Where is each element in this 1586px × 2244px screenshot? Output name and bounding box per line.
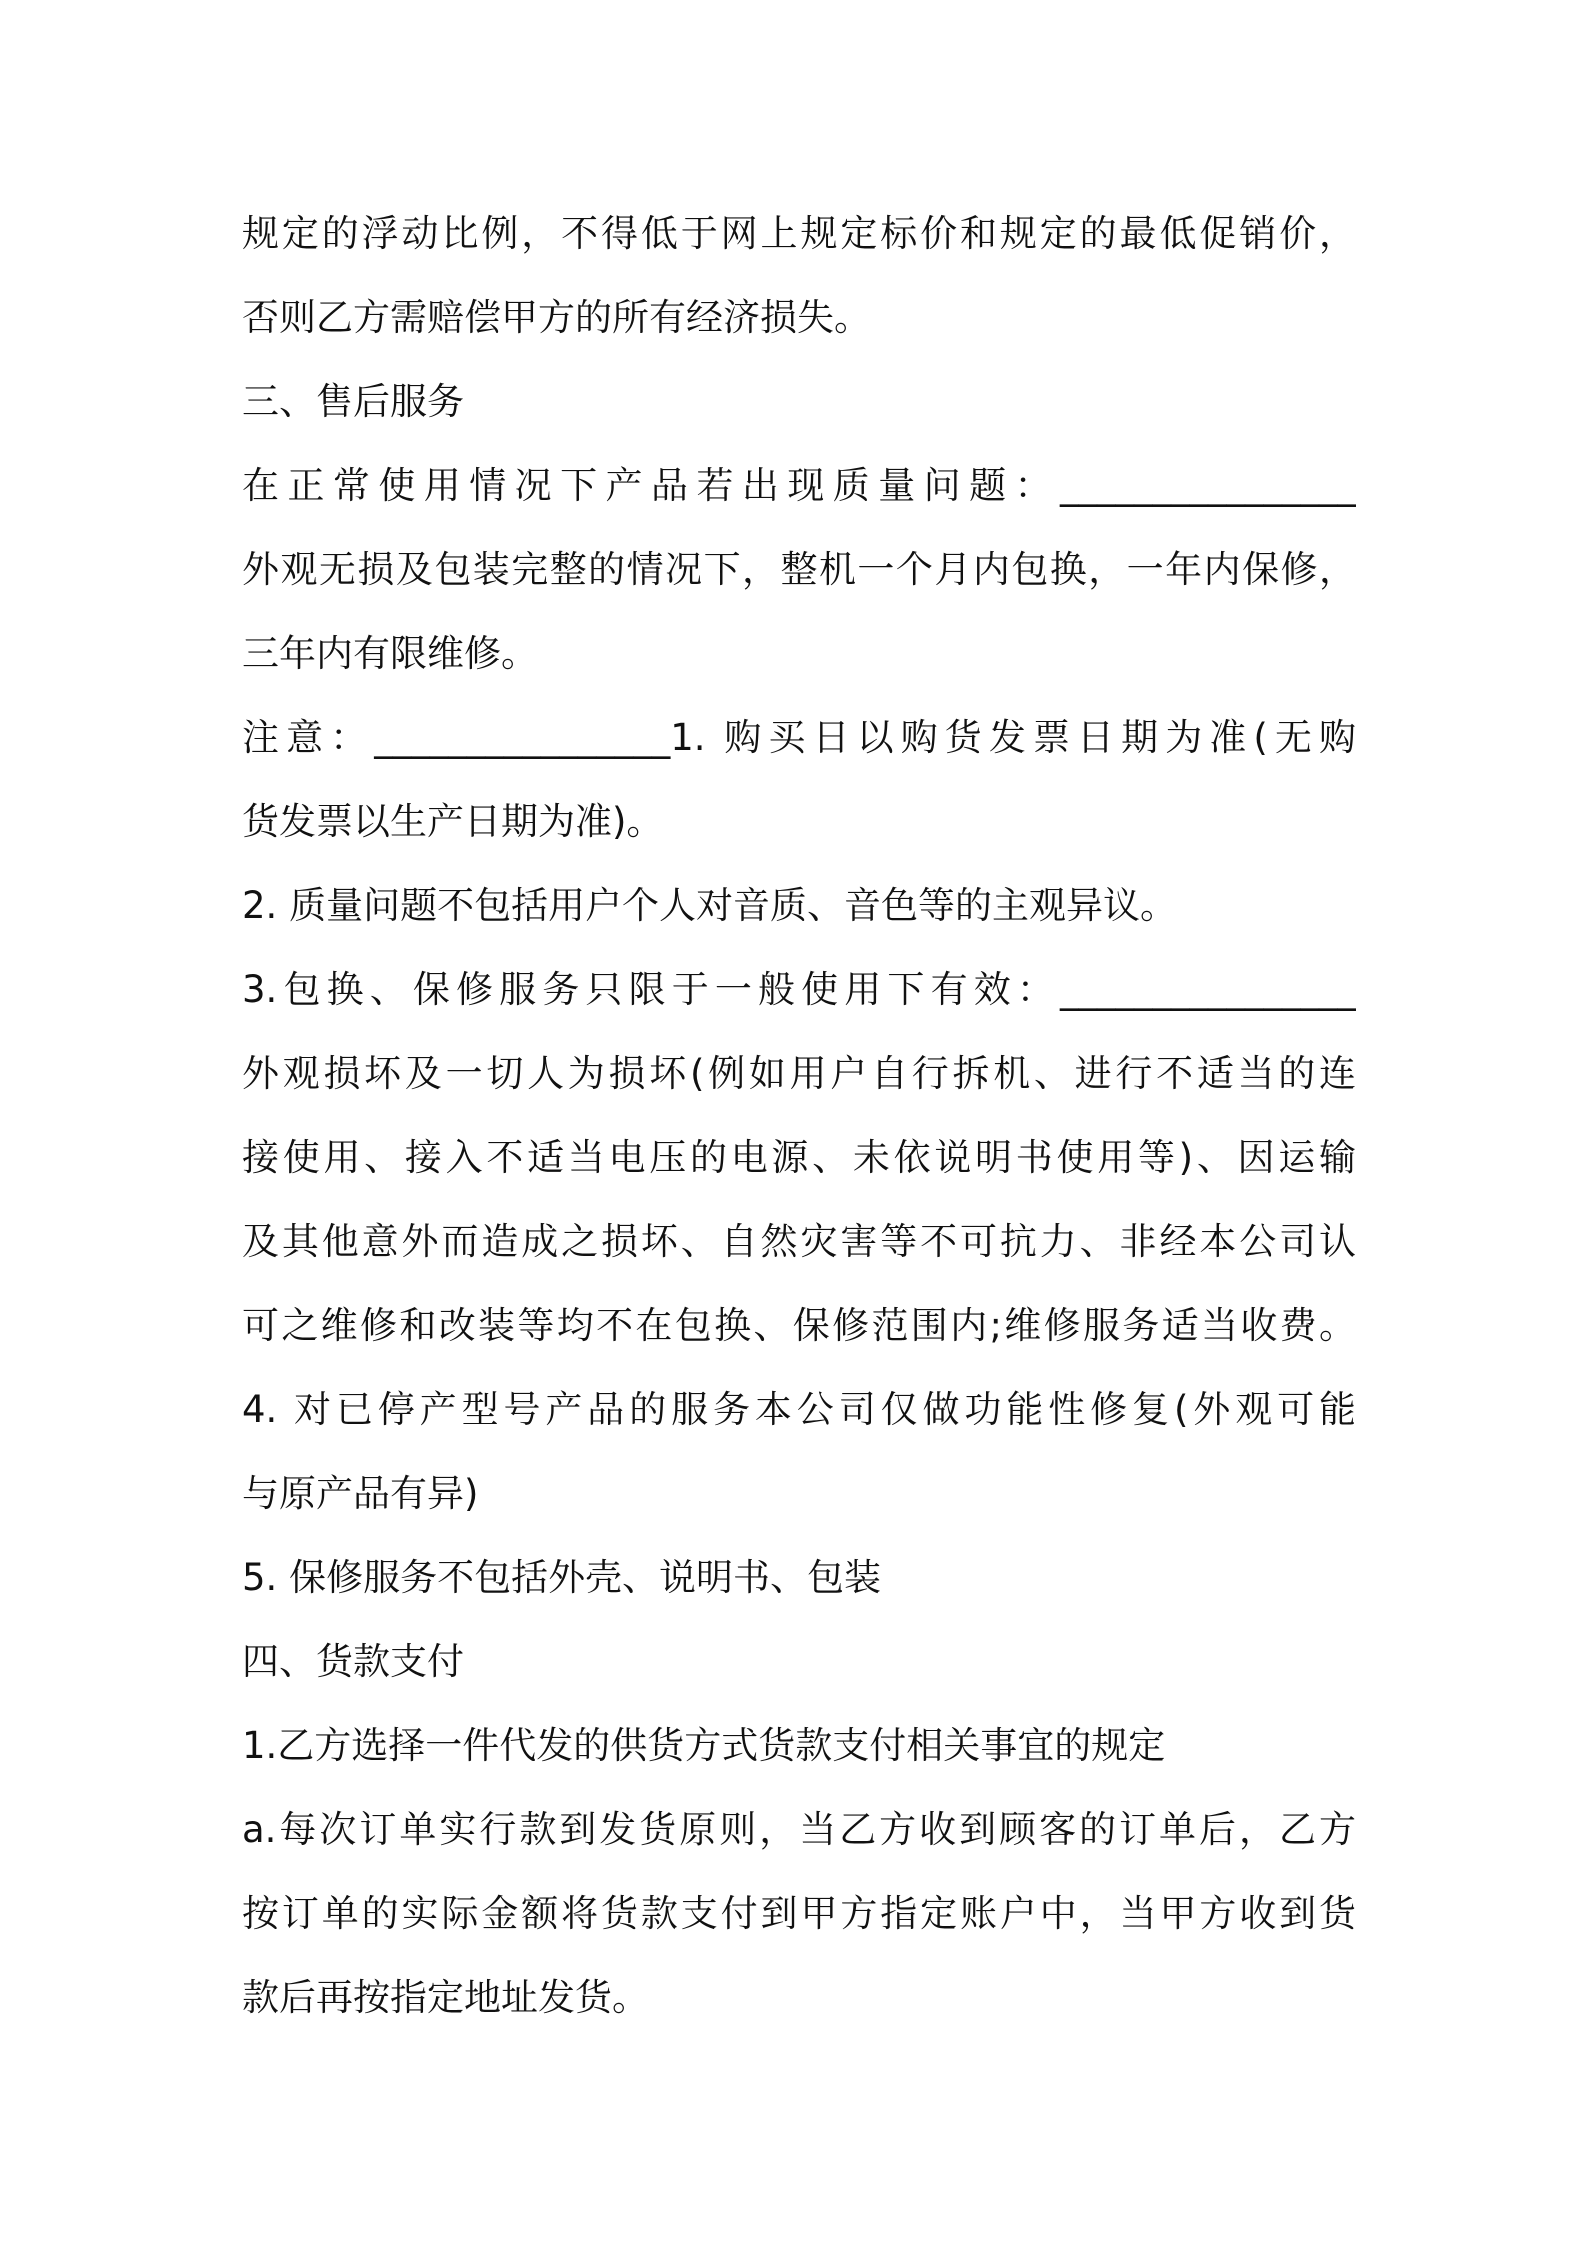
text-line: 三年内有限维修。 xyxy=(242,632,538,675)
text-line: 在正常使用情况下产品若出现质量问题：________________ xyxy=(242,464,1356,507)
text-line: 3.包换、保修服务只限于一般使用下有效：________________ xyxy=(242,968,1356,1011)
text-line: 款后再按指定地址发货。 xyxy=(242,1976,649,2019)
text-line: 及其他意外而造成之损坏、自然灾害等不可抗力、非经本公司认 xyxy=(242,1220,1356,1263)
text-line: 可之维修和改装等均不在包换、保修范围内;维修服务适当收费。 xyxy=(242,1304,1356,1347)
text-line: 1.乙方选择一件代发的供货方式货款支付相关事宜的规定 xyxy=(242,1724,1166,1767)
text-line: 货发票以生产日期为准)。 xyxy=(242,800,664,843)
text-line: 否则乙方需赔偿甲方的所有经济损失。 xyxy=(242,296,871,339)
text-line: 外观无损及包装完整的情况下，整机一个月内包换，一年内保修， xyxy=(242,548,1356,591)
text-line: 注意：________________1. 购买日以购货发票日期为准(无购 xyxy=(242,716,1356,759)
text-line: 4. 对已停产型号产品的服务本公司仅做功能性修复(外观可能 xyxy=(242,1388,1356,1431)
section-heading: 四、货款支付 xyxy=(242,1640,464,1683)
text-line: 5. 保修服务不包括外壳、说明书、包装 xyxy=(242,1556,882,1599)
text-line: 外观损坏及一切人为损坏(例如用户自行拆机、进行不适当的连 xyxy=(242,1052,1356,1095)
text-line: a.每次订单实行款到发货原则，当乙方收到顾客的订单后，乙方 xyxy=(242,1808,1356,1851)
text-line: 接使用、接入不适当电压的电源、未依说明书使用等)、因运输 xyxy=(242,1136,1356,1179)
document-body xyxy=(242,192,1356,2040)
text-line: 按订单的实际金额将货款支付到甲方指定账户中，当甲方收到货 xyxy=(242,1892,1356,1935)
section-heading: 三、售后服务 xyxy=(242,380,464,423)
text-line: 2. 质量问题不包括用户个人对音质、音色等的主观异议。 xyxy=(242,884,1178,927)
text-line: 规定的浮动比例，不得低于网上规定标价和规定的最低促销价， xyxy=(242,212,1356,255)
text-line: 与原产品有异) xyxy=(242,1472,479,1515)
